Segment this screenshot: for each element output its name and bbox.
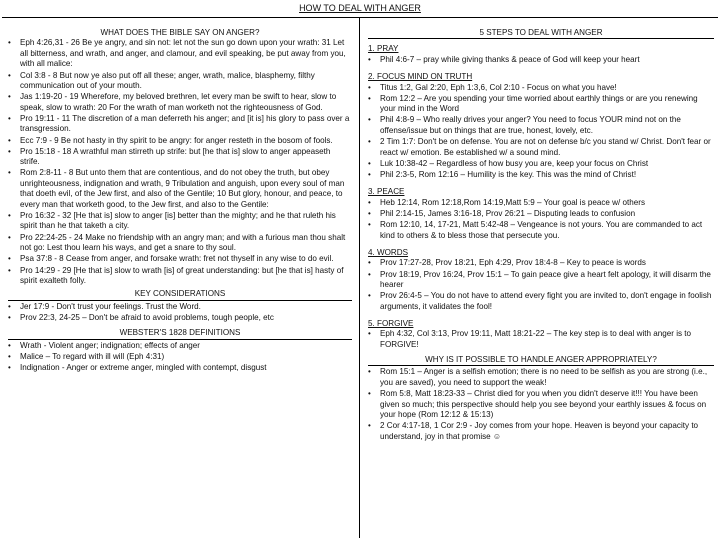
list-item: • Prov 22:3, 24-25 – Don't be afraid to avoid problems, tough people, etc	[8, 313, 352, 323]
list-item: • Prov 18:19, Prov 16:24, Prov 15:1 – To gain peace give a heart felt apology, it will disarm the hearer	[368, 270, 714, 291]
list-item: • Phil 2:14-15, James 3:16-18, Prov 26:21 – Disputing leads to confusion	[368, 209, 714, 219]
list-item: • Eph 4:26,31 - 26 Be ye angry, and sin not: let not the sun go down upon your wrath: 31 Let all bitterness, and wrath, and anger, and clamour, and evil speaking, be put away from you, with all malice:	[8, 38, 352, 69]
list-item: • Pro 14:29 - 29 [He that is] slow to wrath [is] of great understanding: but [he that is] hasty of spirit exalteth folly.	[8, 266, 352, 287]
list-item: • Phil 4:6-7 – pray while giving thanks & peace of God will keep your heart	[368, 55, 714, 65]
list-item: • Eph 4:32, Col 3:13, Prov 19:11, Matt 18:21-22 – The key step is to deal with anger is to FORGIVE!	[368, 329, 714, 350]
list-item: • Ecc 7:9 - 9 Be not hasty in thy spirit to be angry: for anger resteth in the bosom of fools.	[8, 136, 352, 146]
right-column	[362, 17, 718, 538]
list-item: • 2 Tim 1:7: Don't be on defense. You are not on defense b/c you stand w/ Christ. Don't fear or react w/ emotion. Be established w/ a sound mind.	[368, 137, 714, 158]
step-3-list	[368, 198, 714, 241]
list-item: • Psa 37:8 - 8 Cease from anger, and forsake wrath: fret not thyself in any wise to do evil.	[8, 254, 352, 264]
list-item: • Col 3:8 - 8 But now ye also put off all these; anger, wrath, malice, blasphemy, filthy communication out of your mouth.	[8, 71, 352, 92]
list-item: • Prov 26:4-5 – You do not have to attend every fight you are invited to, don't engage in foolish arguments, it validates the fool!	[368, 291, 714, 312]
list-item: • Jas 1:19-20 - 19 Wherefore, my beloved brethren, let every man be swift to hear, slow to speak, slow to wrath: 20 For the wrath of man worketh not the righteousness of God.	[8, 92, 352, 113]
step-5-heading: 5. FORGIVE	[368, 318, 414, 328]
left-column	[2, 17, 356, 538]
list-item: • Rom 5:8, Matt 18:23-33 – Christ died for you when you didn't deserve it!!! You have been given so much; this perspective should help you see beyond your earthly issues & focus on your hope (Rom 12:12 & 15:13)	[368, 389, 714, 420]
key-considerations-heading: KEY CONSIDERATIONS	[8, 289, 352, 300]
list-item: • Malice – To regard with ill will (Eph 4:31)	[8, 352, 352, 362]
step-4-heading: 4. WORDS	[368, 247, 409, 257]
bible-section-heading: WHAT DOES THE BIBLE SAY ON ANGER?	[100, 28, 260, 37]
list-item: • Pro 19:11 - 11 The discretion of a man deferreth his anger; and [it is] his glory to pass over a transgression.	[8, 114, 352, 135]
step-3-heading: 3. PEACE	[368, 187, 405, 197]
step-2-heading: 2. FOCUS MIND ON TRUTH	[368, 72, 473, 82]
bible-verse-list	[8, 38, 352, 286]
step-5-list	[368, 329, 714, 350]
list-item: • Rom 12:2 – Are you spending your time worried about earthly things or are you renewing your mind in the Word	[368, 94, 714, 115]
list-item: • Jer 17:9 - Don't trust your feelings. Trust the Word.	[8, 302, 352, 312]
key-considerations-list	[8, 302, 352, 324]
list-item: • Phil 4:8-9 – Who really drives your anger? You need to focus YOUR mind not on the offense/issue but on things that are true, honest, lovely, etc.	[368, 115, 714, 136]
step-1-list	[368, 55, 714, 65]
list-item: • Prov 17:27-28, Prov 18:21, Eph 4:29, Prov 18:4-8 – Key to peace is words	[368, 258, 714, 268]
webster-definitions-heading: WEBSTER'S 1828 DEFINITIONS	[8, 328, 352, 339]
list-item: • Pro 22:24-25 - 24 Make no friendship with an angry man; and with a furious man thou shalt not go: Lest thou learn his ways, and get a snare to thy soul.	[8, 233, 352, 254]
page-title: HOW TO DEAL WITH ANGER	[299, 3, 421, 13]
list-item: • Heb 12:14, Rom 12:18,Rom 14:19,Matt 5:9 – Your goal is peace w/ others	[368, 198, 714, 208]
list-item: • 2 Cor 4:17-18, 1 Cor 2:9 - Joy comes from your hope. Heaven is beyond your capacity to understand, joy in that promise ☺	[368, 421, 714, 442]
step-4-list	[368, 258, 714, 312]
list-item: • Pro 16:32 - 32 [He that is] slow to anger [is] better than the mighty; and he that ruleth his spirit than he that taketh a city.	[8, 211, 352, 232]
why-possible-heading: WHY IS IT POSSIBLE TO HANDLE ANGER APPROPRIATELY?	[368, 355, 714, 366]
list-item: • Rom 2:8-11 - 8 But unto them that are contentious, and do not obey the truth, but obey unrighteousness, indignation and wrath, 9 Tribulation and anguish, upon every soul of man that doeth evil, of the Jew first, and also of the Gentile; 10 But glory, honour, and peace, to every man that worketh good, to the Jew first, and also to the Gentile:	[8, 168, 352, 210]
list-item: • Rom 12:10, 14, 17-21, Matt 5:42-48 – Vengeance is not yours. You are commanded to act kind to others & to bless those that persecute you.	[368, 220, 714, 241]
webster-definitions-list	[8, 341, 352, 374]
list-item: • Luk 10:38-42 – Regardless of how busy you are, keep your focus on Christ	[368, 159, 714, 169]
step-2-list	[368, 83, 714, 181]
step-1-heading: 1. PRAY	[368, 44, 399, 54]
list-item: • Wrath - Violent anger; indignation; effects of anger	[8, 341, 352, 351]
list-item: • Phil 2:3-5, Rom 12:16 – Humility is the key. This was the mind of Christ!	[368, 170, 714, 180]
list-item: • Titus 1:2, Gal 2:20, Eph 1:3,6, Col 2:10 - Focus on what you have!	[368, 83, 714, 93]
list-item: • Indignation - Anger or extreme anger, mingled with contempt, disgust	[8, 363, 352, 373]
why-possible-list	[368, 367, 714, 442]
column-divider	[359, 17, 360, 538]
steps-heading: 5 STEPS TO DEAL WITH ANGER	[368, 28, 714, 39]
list-item: • Pro 15:18 - 18 A wrathful man stirreth up strife: but [he that is] slow to anger appeaseth strife.	[8, 147, 352, 168]
list-item: • Rom 15:1 – Anger is a selfish emotion; there is no need to be selfish as you are strong (i.e., you are saved), you need to support the weak!	[368, 367, 714, 388]
